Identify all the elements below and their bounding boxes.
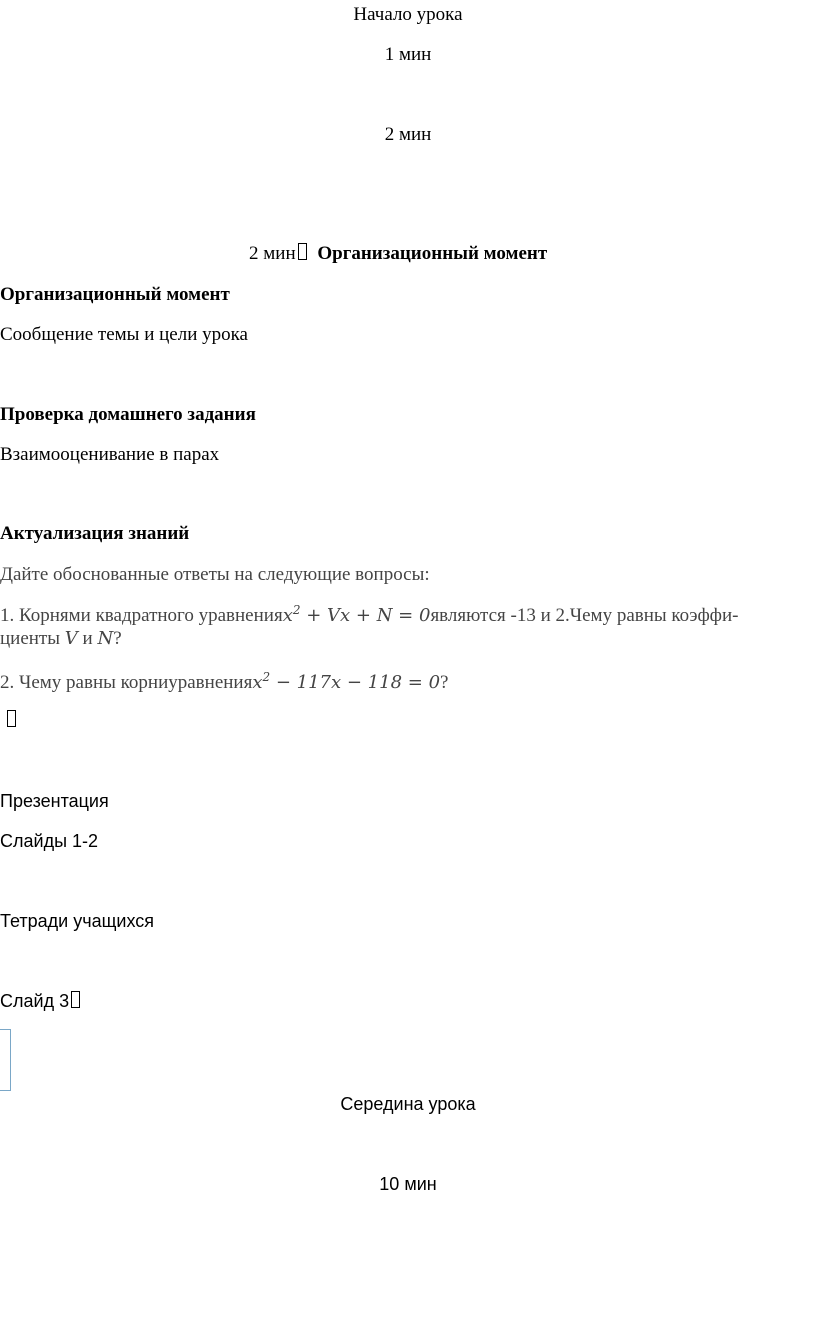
text-frame-edge <box>0 1029 11 1091</box>
coefficient-n: N <box>97 628 114 649</box>
slide-3-label: Слайд 3 <box>0 991 70 1011</box>
missing-glyph-icon <box>71 991 80 1008</box>
question-1-line-2: циенты V и N? <box>0 628 122 649</box>
question-1-mid: являются -13 и 2.Чему равны коэффи- <box>430 605 739 626</box>
missing-glyph-block <box>5 710 16 733</box>
org-moment-heading-row <box>249 243 547 266</box>
question-2-equation: $x^2 - 117x - 118 = 0$ <box>252 670 441 693</box>
actualization-title: Актуализация знаний <box>0 523 190 544</box>
org-moment-center-title: Организационный момент <box>317 243 548 264</box>
time-10-min: 10 мин <box>379 1174 437 1194</box>
missing-glyph-icon <box>7 710 16 727</box>
time-1-min: 1 мин <box>384 44 432 65</box>
coefficient-v: V <box>64 628 78 649</box>
notebooks-label: Тетради учащихся <box>0 911 155 931</box>
time-2-min: 2 мин <box>384 124 432 145</box>
actualization-intro: Дайте обоснованные ответы на следующие вопросы: <box>0 564 430 585</box>
stage-start-label: Начало урока <box>353 4 463 25</box>
slide-3-row <box>0 991 80 1013</box>
question-1-line-1 <box>0 603 738 628</box>
question-1-equation: $x^2 + Vx + N = 0$ <box>282 603 431 626</box>
question-1-prefix: 1. Корнями квадратного уравнения <box>0 605 283 626</box>
missing-glyph-icon <box>298 243 307 260</box>
org-moment-title: Организационный момент <box>0 284 230 305</box>
homework-desc: Взаимооценивание в парах <box>0 444 220 465</box>
slides-label: Слайды 1-2 <box>0 831 99 851</box>
presentation-label: Презентация <box>0 791 109 811</box>
question-2-prefix: 2. Чему равны корниуравнения <box>0 672 253 693</box>
stage-middle-label: Середина урока <box>340 1094 476 1114</box>
homework-title: Проверка домашнего задания <box>0 404 256 425</box>
time-3-min: 2 мин <box>249 243 296 264</box>
org-moment-desc: Сообщение темы и цели урока <box>0 324 248 345</box>
question-2: 2. Чему равны корниуравненияx$^2$ − 117x − 118 = 0? <box>0 670 449 693</box>
